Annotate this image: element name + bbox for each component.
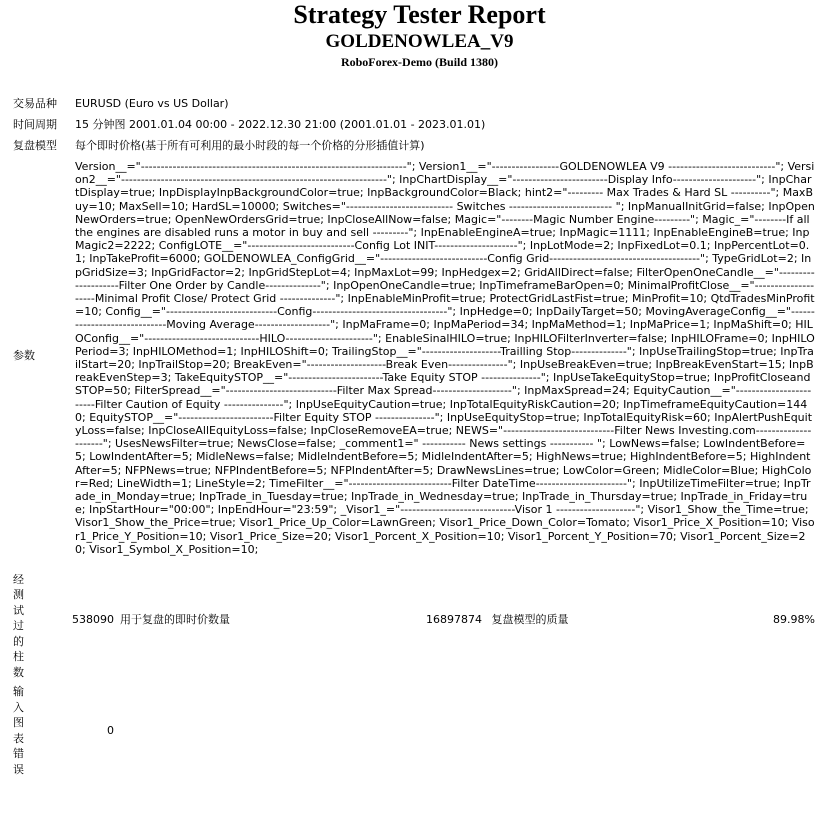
ticks-label: 用于复盘的即时价数量: [120, 613, 230, 627]
report-header: [0, 0, 839, 70]
bars-value: 538090: [72, 613, 114, 627]
server-build: RoboForex-Demo (Build 1380): [340, 55, 499, 69]
ea-name: GOLDENOWLEA_V9: [325, 31, 514, 52]
period-row: [10, 114, 818, 135]
bars-row: [10, 556, 818, 684]
errors-label: 输入图表错误: [13, 685, 24, 776]
report-table: [10, 93, 818, 777]
symbol-label: 交易品种: [13, 96, 57, 110]
errors-value: 0: [107, 723, 114, 737]
params-row: [10, 156, 818, 556]
params-value: Version__="-------------------------------------------------------------------"; Version1__="-----------------GOLDENOWLEA V9 ---------------------------"; Version2__="-------------------------------------------------------------------"; InpChartDisplay__="------------------------Display Info---------------------"; InpChartDisplay=true; InpDisplayInpBackgroundColor=true; InpBackgroundColor=Black; hint2="--------- Max Trades & Hard SL ----------"; MaxBuy=10; MaxSell=10; HardSL=10000; Switches="--------------------------- Switches -------------------------- "; InpManualInitGrid=false; InpOpenNewOrders=true; OpenNewOrdersGrid=true; InpCloseAllNow=false; Magic="--------Magic Number Engine---------"; Magic_="--------If all the engines are disabled runs a motor in buy and sell ---------"; InpEnableEngineA=true; InpMagic=1111; InpEnableEngineB=true; InpMagic2=2222; ConfigLOTE__="---------------------------Config Lot INIT---------------------"; InpLotMode=2; InpFixedLot=0.1; InpPercentLot=0.1; InpTakeProfit=6000; GOLDENOWLEA_ConfigGrid__="---------------------------Config Grid--------------------------------------"; TypeGridLot=2; InpGridSize=3; InpGridFactor=2; InpGridStepLot=4; InpMaxLot=99; InpHedgex=2; GridAllDirect=false; FilterOpenOneCandle__="--------------------Filter One Order by Candle--------------"; InpOpenOneCandle=true; InpTimeframeBarOpen=0; MinimalProfitClose__="--------------------Minimal Profit Close/ Protect Grid --------------"; InpEnableMinProfit=true; ProtectGridLastFist=true; MinProfit=10; QtdTradesMinProfit=10; Config__="----------------------------Config----------------------------------"; InpHedge=0; InpDailyTarget=50; MovingAverageConfig__="-----------------------------Moving Average-------------------"; InpMaFrame=0; InpMaPeriod=34; InpMaMethod=1; InpMaPrice=1; InpMaShift=0; HILOConfig__="-----------------------------HILO----------------------"; EnableSinalHILO=true; InpHILOFilterInverter=false; InpHILOFrame=0; InpHILOPeriod=3; InpHILOMethod=1; InpHILOShift=0; TrailingStop__="--------------------Trailling Stop--------------"; InpUseTrailingStop=true; InpTrailStart=20; InpTrailStop=20; BreakEven="--------------------Break Even---------------"; InpUseBreakEven=true; InpBreakEvenStart=15; InpBreakEvenStep=3; TakeEquitySTOP__="------------------------Take Equity STOP ---------------"; InpUseTakeEquityStop=true; InpProfitCloseandSTOP=50; FilterSpread__="----------------------------Filter Max Spread--------------------"; InpMaxSpread=24; EquityCaution__="------------------------Filter Caution of Equity ---------------"; InpUseEquityCaution=true; InpTotalEquityRiskCaution=20; InpTimeframeEquityCaution=1440; EquitySTOP__="------------------------Filter Equity STOP ---------------"; InpUseEquityStop=true; InpTotalEquityRisk=60; InpAlertPushEquityLoss=false; InpCloseAllEquityLoss=false; InpCloseRemoveEA=true; NEWS="----------------------------Filter News Investing.com---------------------"; UsesNewsFilter=true; NewsClose=false; _comment1=" ----------- News settings ----------- "; LowNews=false; LowIndentBefore=5; LowIndentAfter=5; MidleNews=false; MidleIndentBefore=5; MidleIndentAfter=5; HighNews=true; HighIndentBefore=5; HighIndentAfter=5; NFPNews=true; NFPIndentBefore=5; NFPIndentAfter=5; DrawNewsLines=true; LowColor=Green; MidleColor=Blue; HighColor=Red; LineWidth=1; LineStyle=2; TimeFilter__="--------------------------Filter DateTime-----------------------"; InpUtilizeTimeFilter=true; InpTrade_in_Monday=true; InpTrade_in_Tuesday=true; InpTrade_in_Wednesday=true; InpTrade_in_Thursday=true; InpTrade_in_Friday=true; InpStartHour="00:00"; InpEndHour="23:59"; _Visor1_="-----------------------------Visor 1 --------------------"; Visor1_Show_the_Time=true; Visor1_Show_the_Price=true; Visor1_Price_Up_Color=LawnGreen; Visor1_Price_Down_Color=Tomato; Visor1_Price_X_Position=10; Visor1_Price_Y_Position=10; Visor1_Price_Size=20; Visor1_Porcent_X_Position=10; Visor1_Porcent_Y_Position=70; Visor1_Porcent_Size=20; Visor1_Symbol_X_Position=10;: [75, 160, 815, 556]
symbol-value: EURUSD (Euro vs US Dollar): [75, 96, 229, 110]
model-label: 复盘模型: [13, 138, 57, 152]
params-label: 参数: [13, 349, 35, 363]
errors-row: [10, 684, 818, 777]
quality-label: 复盘模型的质量: [491, 613, 569, 627]
symbol-row: [10, 93, 818, 114]
model-value: 每个即时价格(基于所有可利用的最小时段的每一个价格的分形插值计算): [75, 138, 425, 152]
period-label: 时间周期: [13, 117, 57, 131]
quality-value: 89.98%: [773, 613, 815, 627]
bars-label: 经测试过的柱数: [13, 572, 24, 679]
period-value: 15 分钟图 2001.01.04 00:00 - 2022.12.30 21:00 (2001.01.01 - 2023.01.01): [75, 117, 486, 131]
model-row: [10, 135, 818, 156]
report-title: Strategy Tester Report: [293, 0, 546, 29]
ticks-value: 16897874: [426, 613, 482, 627]
